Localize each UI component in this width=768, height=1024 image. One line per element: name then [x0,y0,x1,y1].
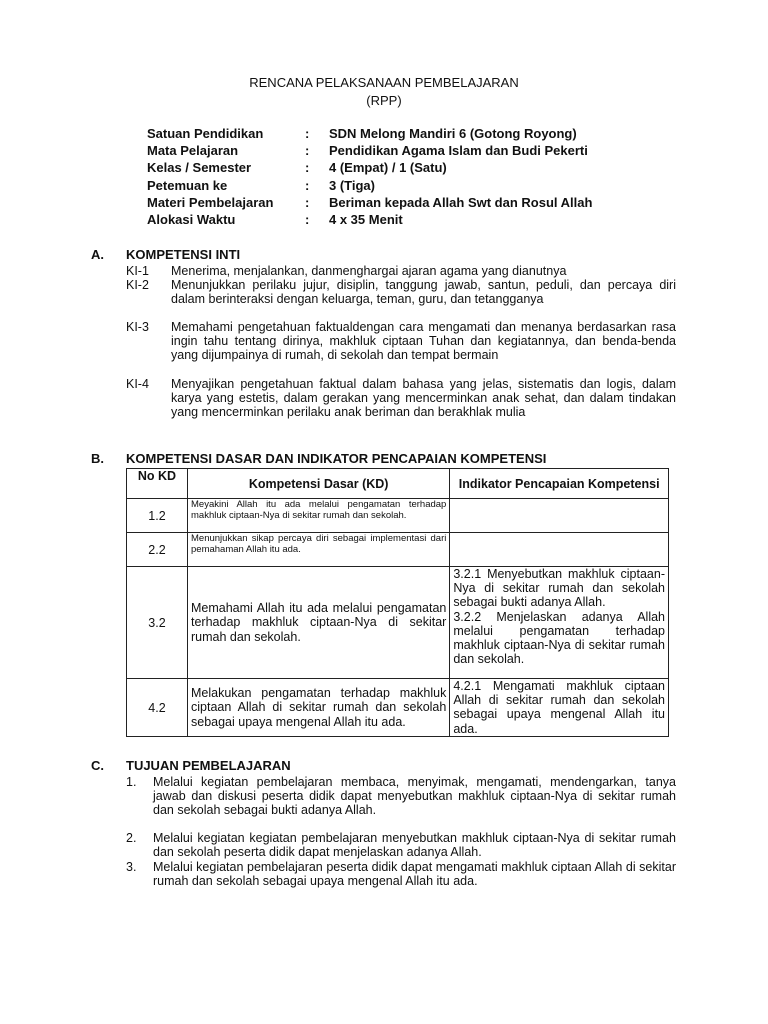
ki-code: KI-4 [126,377,149,391]
indicator-text [450,533,669,567]
section-number: C. [91,758,104,773]
ki-item [126,264,676,278]
identity-sep: : [305,177,310,193]
kd-text: Memahami Allah itu ada melalui pengamatan terhadap makhluk ciptaan-Nya di sekitar rumah dan sekolah. [188,567,450,679]
ki-code: KI-3 [126,320,149,334]
identity-value: 4 x 35 Menit [329,211,403,227]
document-subtitle: (RPP) [366,93,402,108]
header-indikator: Indikator Pencapaian Kompetensi [450,469,669,499]
identity-key: Materi Pembelajaran [147,194,274,210]
identity-sep: : [305,211,310,227]
list-item [126,831,676,859]
kd-number: 1.2 [127,499,188,533]
header-kd: Kompetensi Dasar (KD) [188,469,450,499]
identity-row [147,126,592,143]
ki-item [126,377,676,420]
identity-value: Beriman kepada Allah Swt dan Rosul Allah [329,194,593,210]
list-item [126,775,676,818]
ki-code: KI-2 [126,278,149,292]
identity-row [147,195,592,212]
section-number: A. [91,247,104,262]
list-text: Melalui kegiatan pembelajaran peserta didik dapat mengamati makhluk ciptaan Allah di sekitar rumah dan sekolah sebagai upaya mengenal Allah itu ada. [153,860,676,889]
identity-sep: : [305,143,310,159]
identity-key: Mata Pelajaran [147,143,239,159]
kd-number: 4.2 [127,679,188,737]
indicator-text: 4.2.1 Mengamati makhluk ciptaan Allah di sekitar rumah dan sekolah sebagai upaya mengenal Allah itu ada. [450,679,669,737]
table-row [127,567,669,679]
identity-sep: : [305,194,310,210]
kd-text: Melakukan pengamatan terhadap makhluk ciptaan Allah di sekitar rumah dan sekolah sebagai upaya mengenal Allah itu ada. [188,679,450,737]
ki-text: Menunjukkan perilaku jujur, disiplin, tanggung jawab, santun, peduli, dan percaya diri dalam berinteraksi dengan keluarga, teman, guru, dan tetangganya [171,278,676,307]
identity-value: 3 (Tiga) [329,177,375,193]
document-title: RENCANA PELAKSANAAN PEMBELAJARAN [249,75,519,90]
indicator-cell [450,567,669,679]
indicator-text [450,499,669,533]
identity-row [147,212,592,229]
ki-item [126,278,676,306]
list-number: 3. [126,860,137,874]
identity-key: Satuan Pendidikan [147,126,264,141]
kd-text: Menunjukkan sikap percaya diri sebagai implementasi dari pemahaman Allah itu ada. [188,533,450,567]
identity-key: Petemuan ke [147,177,228,193]
identity-row [147,178,592,195]
identity-row [147,160,592,177]
identity-value: SDN Melong Mandiri 6 (Gotong Royong) [329,126,577,141]
kd-header-row [127,469,669,499]
list-text: Melalui kegiatan pembelajaran membaca, menyimak, mengamati, mendengarkan, tanya jawab dan diskusi peserta didik dapat menyebutkan makhluk ciptaan-Nya di sekitar rumah dan sekolah sebagai bukti adanya Allah. [153,775,676,818]
identity-sep: : [305,126,310,141]
header-no-kd: No KD [127,469,188,499]
ki-text: Menerima, menjalankan, danmenghargai ajaran agama yang dianutnya [171,264,567,278]
list-text: Melalui kegiatan kegiatan pembelajaran menyebutkan makhluk ciptaan-Nya di sekitar rumah dan sekolah peserta didik dapat menjelaskan adanya Allah. [153,831,676,860]
identity-key: Kelas / Semester [147,160,252,176]
indicator-text: 3.2.2 Menjelaskan adanya Allah melalui pengamatan terhadap makhluk ciptaan-Nya di sekitar rumah dan sekolah. [453,609,665,667]
table-row [127,499,669,533]
ki-code: KI-1 [126,264,149,278]
section-number: B. [91,451,104,466]
kd-number: 2.2 [127,533,188,567]
identity-key: Alokasi Waktu [147,211,236,227]
list-item [126,860,676,888]
identity-value: Pendidikan Agama Islam dan Budi Pekerti [329,143,588,159]
list-number: 1. [126,775,137,789]
ki-text: Menyajikan pengetahuan faktual dalam bahasa yang jelas, sistematis dan logis, dalam karya yang estetis, dalam gerakan yang mencerminkan anak sehat, dan dalam tindakan yang mencerminkan perilaku anak beriman dan berakhlak mulia [171,377,676,420]
ki-item [126,320,676,363]
identity-value: 4 (Empat) / 1 (Satu) [329,160,447,176]
kd-table [126,468,669,737]
section-title: KOMPETENSI INTI [126,247,241,262]
ki-text: Memahami pengetahuan faktualdengan cara mengamati dan menanya berdasarkan rasa ingin tahu tentang dirinya, makhluk ciptaan Tuhan dan kegiatannya, dan benda-benda yang dijumpainya di rumah, di sekolah dan tempat bermain [171,320,676,363]
list-number: 2. [126,831,137,845]
kd-text: Meyakini Allah itu ada melalui pengamatan terhadap makhluk ciptaan-Nya di sekitar rumah dan sekolah. [188,499,450,533]
kd-number: 3.2 [127,567,188,679]
table-row [127,679,669,737]
section-title: KOMPETENSI DASAR DAN INDIKATOR PENCAPAIAN KOMPETENSI [126,451,547,466]
section-title: TUJUAN PEMBELAJARAN [126,758,291,773]
table-row [127,533,669,567]
identity-sep: : [305,160,310,176]
identity-row [147,143,592,160]
identity-table [147,126,592,229]
indicator-text: 3.2.1 Menyebutkan makhluk ciptaan-Nya di sekitar rumah dan sekolah sebagai bukti adanya Allah. [453,567,665,610]
